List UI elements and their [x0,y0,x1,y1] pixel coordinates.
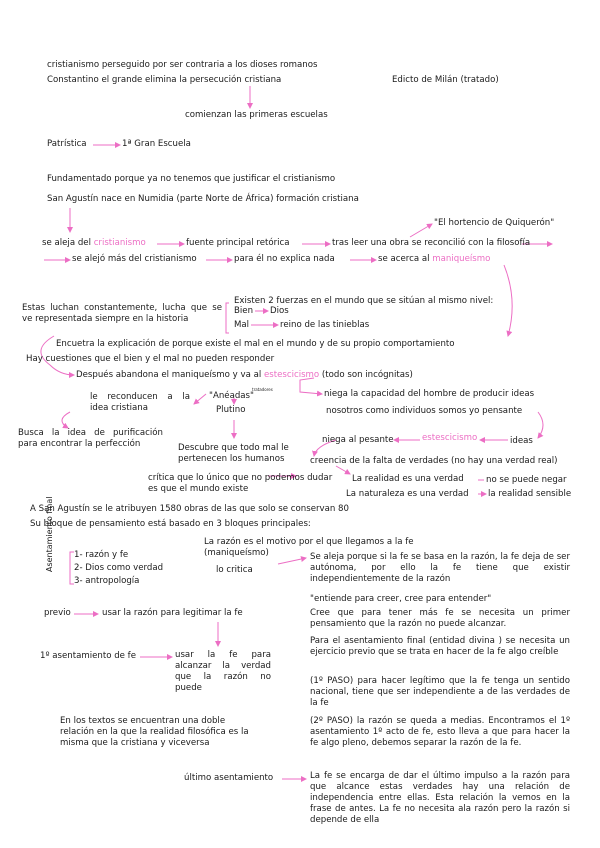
acerca-line [378,254,490,265]
textos-relacion: En los textos se encuentran una doble relación en la que la realidad filosófica es la misma que la cristiana y viceversa [60,716,249,748]
plutino-label: Plutino [216,405,246,415]
asentamiento-vertical: Asentamiento final [45,496,54,572]
fuente-label: fuente principal retórica [186,238,290,248]
se-aleja-fe: Se aleja porque si la fe se basa en la razón, la fe deja de ser autónoma, por ello la fe tiene que existir independientemente de la razón [310,552,570,584]
bien-label: Bien [234,306,254,316]
arrow-indiv-curve [538,412,543,438]
razon-motivo: La razón es el motivo por el que llegamos a la fe (maniqueísmo) [204,537,414,558]
reino-label: reino de las tinieblas [280,320,370,330]
usar-fe: usar la fe para alcanzar la verdad que la razón no puede [175,650,271,693]
bloque-pensamiento: Su bloque de pensamiento está basado en 3 bloques principales: [30,519,311,529]
critica-label: crítica que lo único que no podemos dudar es que el mundo existe [148,473,333,494]
ideas-node: ideas [510,436,533,446]
schools-line: comienzan las primeras escuelas [185,110,328,120]
maniqueismo-highlight: maniqueísmo [432,254,491,264]
aleja-line [42,238,146,249]
despues-line [76,370,413,381]
edicto-milan: Edicto de Milán (tratado) [392,75,499,85]
arrow-hortencio [410,224,432,237]
patristica-label: Patrística [47,139,87,149]
primer-asentamiento: 1º asentamiento de fe [40,651,136,661]
escepticismo-highlight: estescicismo [263,370,320,380]
acerca-text: se acerca al [378,254,433,264]
arrow-busca-curve [62,412,70,428]
cristianismo-highlight: cristianismo [93,238,146,248]
ultimo-asentamiento: último asentamiento [184,773,274,783]
gran-escuela-label: 1ª Gran Escuela [122,139,191,149]
escepticismo-node: estescicismo [422,433,478,443]
paso-2: (2º PASO) la razón se queda a medias. Encontramos el 1º asentamiento 1º acto de fe, esto lleva a que para hacer la fe algo pleno, debemos separar la razón de la fe. [310,716,570,748]
despues-text: Después abandona el maniqueísmo y va al [76,370,264,380]
ultimo-texto: La fe se encarga de dar el último impulso a la razón para que alcance estas verdades hay una relación de independencia entre ellas. Esta relación la vemos en la frase de antes. La fe no necesita ala razón pero la razón si depende de ella [310,771,570,825]
realidad-sensible: la realidad sensible [488,489,572,499]
lo-critica: lo critica [216,565,253,575]
aneadas-label: "Anéadas" [209,391,254,401]
previo-label: previo [44,608,71,618]
arrow-bracket [226,303,229,333]
despues-post: (todo son incógnitas) [319,370,413,380]
arrow-reconducen [194,394,206,404]
cree-fe: Cree que para tener más fe se necesita un primer pensamiento que la razón no puede alcanzar. [310,608,570,629]
arrow-mani-curve [504,265,512,336]
no-negar: no se puede negar [486,475,567,485]
bloque-item-2: 2- Dios como verdad [74,563,164,573]
tras-label: tras leer una obra se reconcilió con la filosofía [332,238,531,248]
individuos-line: nosotros como individuos somos yo pensante [326,406,523,416]
encuetra-line: Encuetra la explicación de porque existe el mal en el mundo y de su propio comportamiento [56,339,455,349]
estas-luchan: Estas luchan constantemente, lucha que se ve representada siempre en la historia [22,303,222,324]
para-asentamiento: Para el asentamiento final (entidad divina ) se necesita un ejercicio previo que se trata en hacer de la fe algo creíble [310,636,570,657]
realidad-verdad: La realidad es una verdad [352,474,464,484]
busca-purificacion: Busca la idea de purificación para encontrar la perfección [18,428,163,449]
fundamentado-line: Fundamentado porque ya no tenemos que justificar el cristianismo [47,174,336,184]
arrow-creencia-realidad [336,466,350,474]
usar-razon: usar la razón para legitimar la fe [102,608,243,618]
hortencio-label: "El hortencio de Quiquerón" [434,218,555,228]
entiende-creer: "entiende para creer, cree para entender" [310,594,492,604]
alejo-label: se alejó más del cristianismo [72,254,197,264]
para-el-label: para él no explica nada [234,254,335,264]
aleja-text: se aleja del [42,238,94,248]
descubre-label: Descubre que todo mal le pertenecen los humanos [178,443,289,464]
constantino-line: Constantino el grande elimina la persecución cristiana [47,75,282,85]
tratado-note: tratadores [252,387,273,392]
agustin-line: San Agustín nace en Numidia (parte Norte de África) formación cristiana [47,194,359,204]
dios-label: Dios [270,306,289,316]
obras-atribuidas: A San Agustín se le atribuyen 1580 obras de las que solo se conservan 80 [30,504,349,514]
mal-label: Mal [234,320,250,330]
naturaleza-verdad: La naturaleza es una verdad [346,489,469,499]
bloque-item-3: 3- antropología [74,576,140,586]
existen-fuerzas: Existen 2 fuerzas en el mundo que se sitúan al mismo nivel: [234,296,494,306]
persecution-line: cristianismo perseguido por ser contraria a los dioses romanos [47,60,318,70]
bloque-item-1: 1- razón y fe [74,550,129,560]
reconducen-label: le reconducen a la idea cristiana [90,392,190,413]
niega-capacidad: niega la capacidad del hombre de producir ideas [324,389,535,399]
creencia-label: creencia de la falta de verdades (no hay una verdad real) [310,456,558,466]
hay-cuestiones: Hay cuestiones que el bien y el mal no pueden responder [26,354,275,364]
niega-pesante: niega al pesante [322,435,394,445]
paso-1: (1º PASO) para hacer legítimo que la fe tenga un sentido nacional, tiene que ser independiente a de las verdades de la fe [310,676,570,708]
